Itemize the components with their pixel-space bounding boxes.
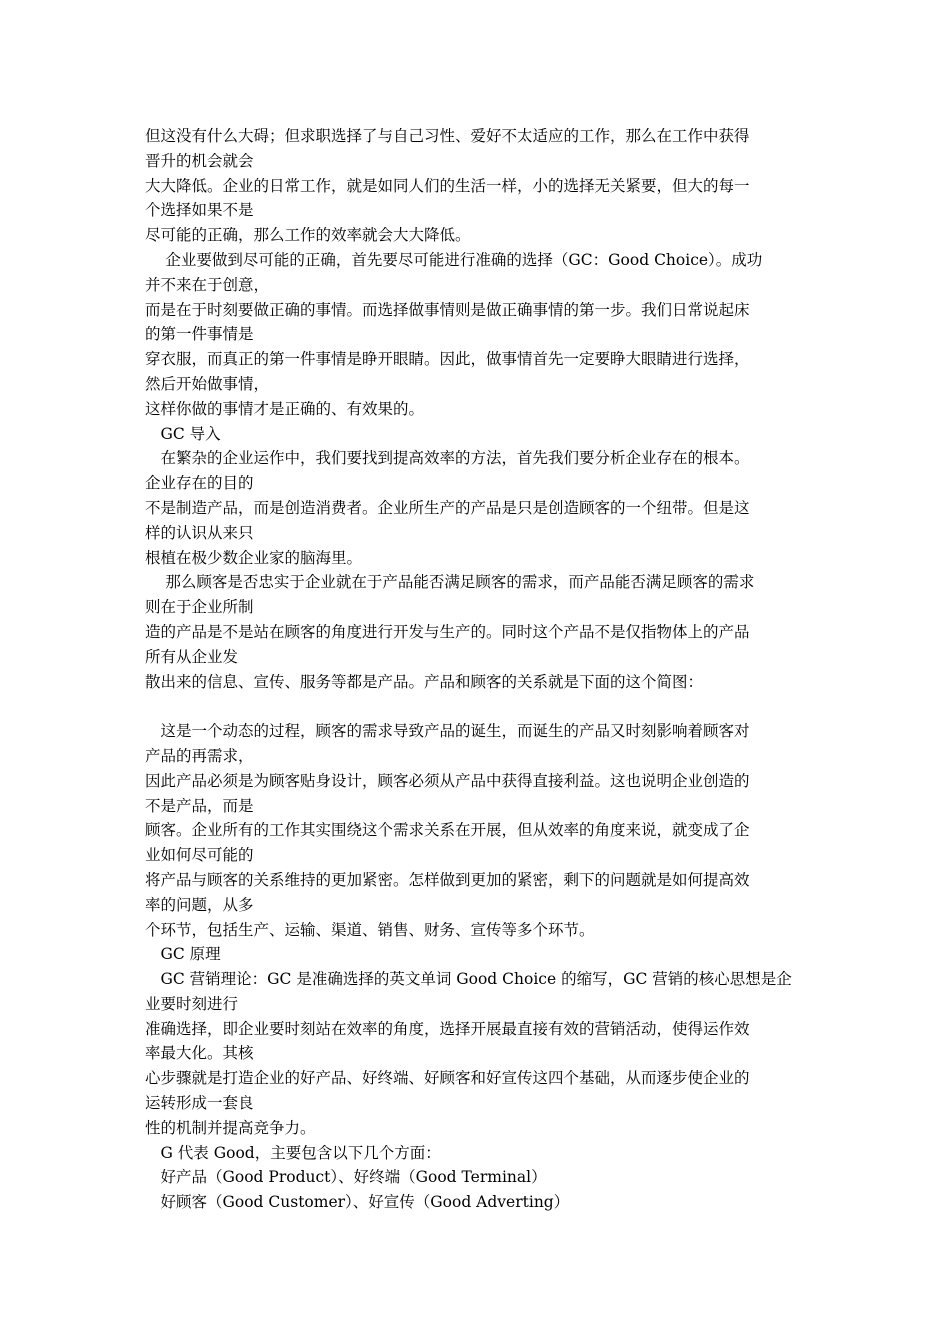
text-line: 尽可能的正确，那么工作的效率就会大大降低。 (145, 226, 471, 245)
text-line: GC 导入 (145, 424, 221, 443)
text-line: 这样你做的事情才是正确的、有效果的。 (145, 399, 425, 418)
text-line: 业要时刻进行 (145, 994, 239, 1013)
text-line: 并不来在于创意， (145, 275, 270, 294)
text-line: 企业存在的目的 (145, 474, 254, 493)
text-line: 顾客。企业所有的工作其实围绕这个需求关系在开展，但从效率的角度来说，就变成了企 (145, 821, 750, 840)
text-line: 性的机制并提高竞争力。 (145, 1118, 316, 1137)
text-line: 而是在于时刻要做正确的事情。而选择做事情则是做正确事情的第一步。我们日常说起床 (145, 300, 750, 319)
text-line: 运转形成一套良 (145, 1094, 254, 1113)
text-line: 心步骤就是打造企业的好产品、好终端、好顾客和好宣传这四个基础，从而逐步使企业的 (145, 1069, 750, 1088)
text-line: 业如何尽可能的 (145, 846, 254, 865)
text-line: 准确选择，即企业要时刻站在效率的角度，选择开展最直接有效的营销活动，使得运作效 (145, 1019, 750, 1038)
text-line: 但这没有什么大碍；但求职选择了与自己习性、爱好不太适应的工作，那么在工作中获得 (145, 127, 750, 145)
text-line: 率最大化。其核 (145, 1044, 254, 1063)
text-line: 企业要做到尽可能的正确，首先要尽可能进行准确的选择（GC：Good Choice）。成功 (145, 250, 763, 269)
text-line: GC 原理 (145, 945, 221, 964)
text-line: 晋升的机会就会 (145, 151, 254, 170)
text-line: 样的认识从来只 (145, 523, 254, 542)
document-page (145, 124, 810, 1215)
blank-line (145, 694, 810, 719)
text-line: 大大降低。企业的日常工作，就是如同人们的生活一样，小的选择无关紧要，但大的每一 (145, 176, 750, 195)
text-line: 产品的再需求， (145, 746, 254, 765)
text-line: 则在于企业所制 (145, 598, 254, 617)
text-line: 这是一个动态的过程，顾客的需求导致产品的诞生，而诞生的产品又时刻影响着顾客对 (145, 722, 750, 741)
text-line: 率的问题，从多 (145, 895, 254, 914)
text-line: 所有从企业发 (145, 647, 239, 666)
text-line: 不是产品，而是 (145, 796, 254, 815)
text-line: 好产品（Good Product）、好终端（Good Terminal） (145, 1168, 547, 1187)
text-line: 不是制造产品，而是创造消费者。企业所生产的产品是只是创造顾客的一个纽带。但是这 (145, 498, 750, 517)
text-line: 的第一件事情是 (145, 325, 254, 344)
text-line: 然后开始做事情， (145, 374, 270, 393)
text-line: 在繁杂的企业运作中，我们要找到提高效率的方法，首先我们要分析企业存在的根本。 (145, 449, 750, 468)
text-line: 根植在极少数企业家的脑海里。 (145, 548, 363, 567)
text-line: 散出来的信息、宣传、服务等都是产品。产品和顾客的关系就是下面的这个简图： (145, 672, 704, 691)
text-line: 个环节，包括生产、运输、渠道、销售、财务、宣传等多个环节。 (145, 920, 595, 939)
text-line: 个选择如果不是 (145, 201, 254, 220)
text-line: 好顾客（Good Customer）、好宣传（Good Adverting） (145, 1193, 570, 1212)
text-line: 那么顾客是否忠实于企业就在于产品能否满足顾客的需求，而产品能否满足顾客的需求 (145, 573, 755, 592)
text-line: 造的产品是不是站在顾客的角度进行开发与生产的。同时这个产品不是仅指物体上的产品 (145, 622, 750, 641)
text-line: 因此产品必须是为顾客贴身设计，顾客必须从产品中获得直接利益。这也说明企业创造的 (145, 771, 750, 790)
text-line: 穿衣服，而真正的第一件事情是睁开眼睛。因此，做事情首先一定要睁大眼睛进行选择， (145, 350, 750, 369)
text-line: GC 营销理论：GC 是准确选择的英文单词 Good Choice 的缩写，GC 营销的核心思想是企 (145, 970, 792, 989)
text-line: 将产品与顾客的关系维持的更加紧密。怎样做到更加的紧密，剩下的问题就是如何提高效 (145, 870, 750, 889)
text-line: G 代表 Good，主要包含以下几个方面： (145, 1143, 441, 1162)
